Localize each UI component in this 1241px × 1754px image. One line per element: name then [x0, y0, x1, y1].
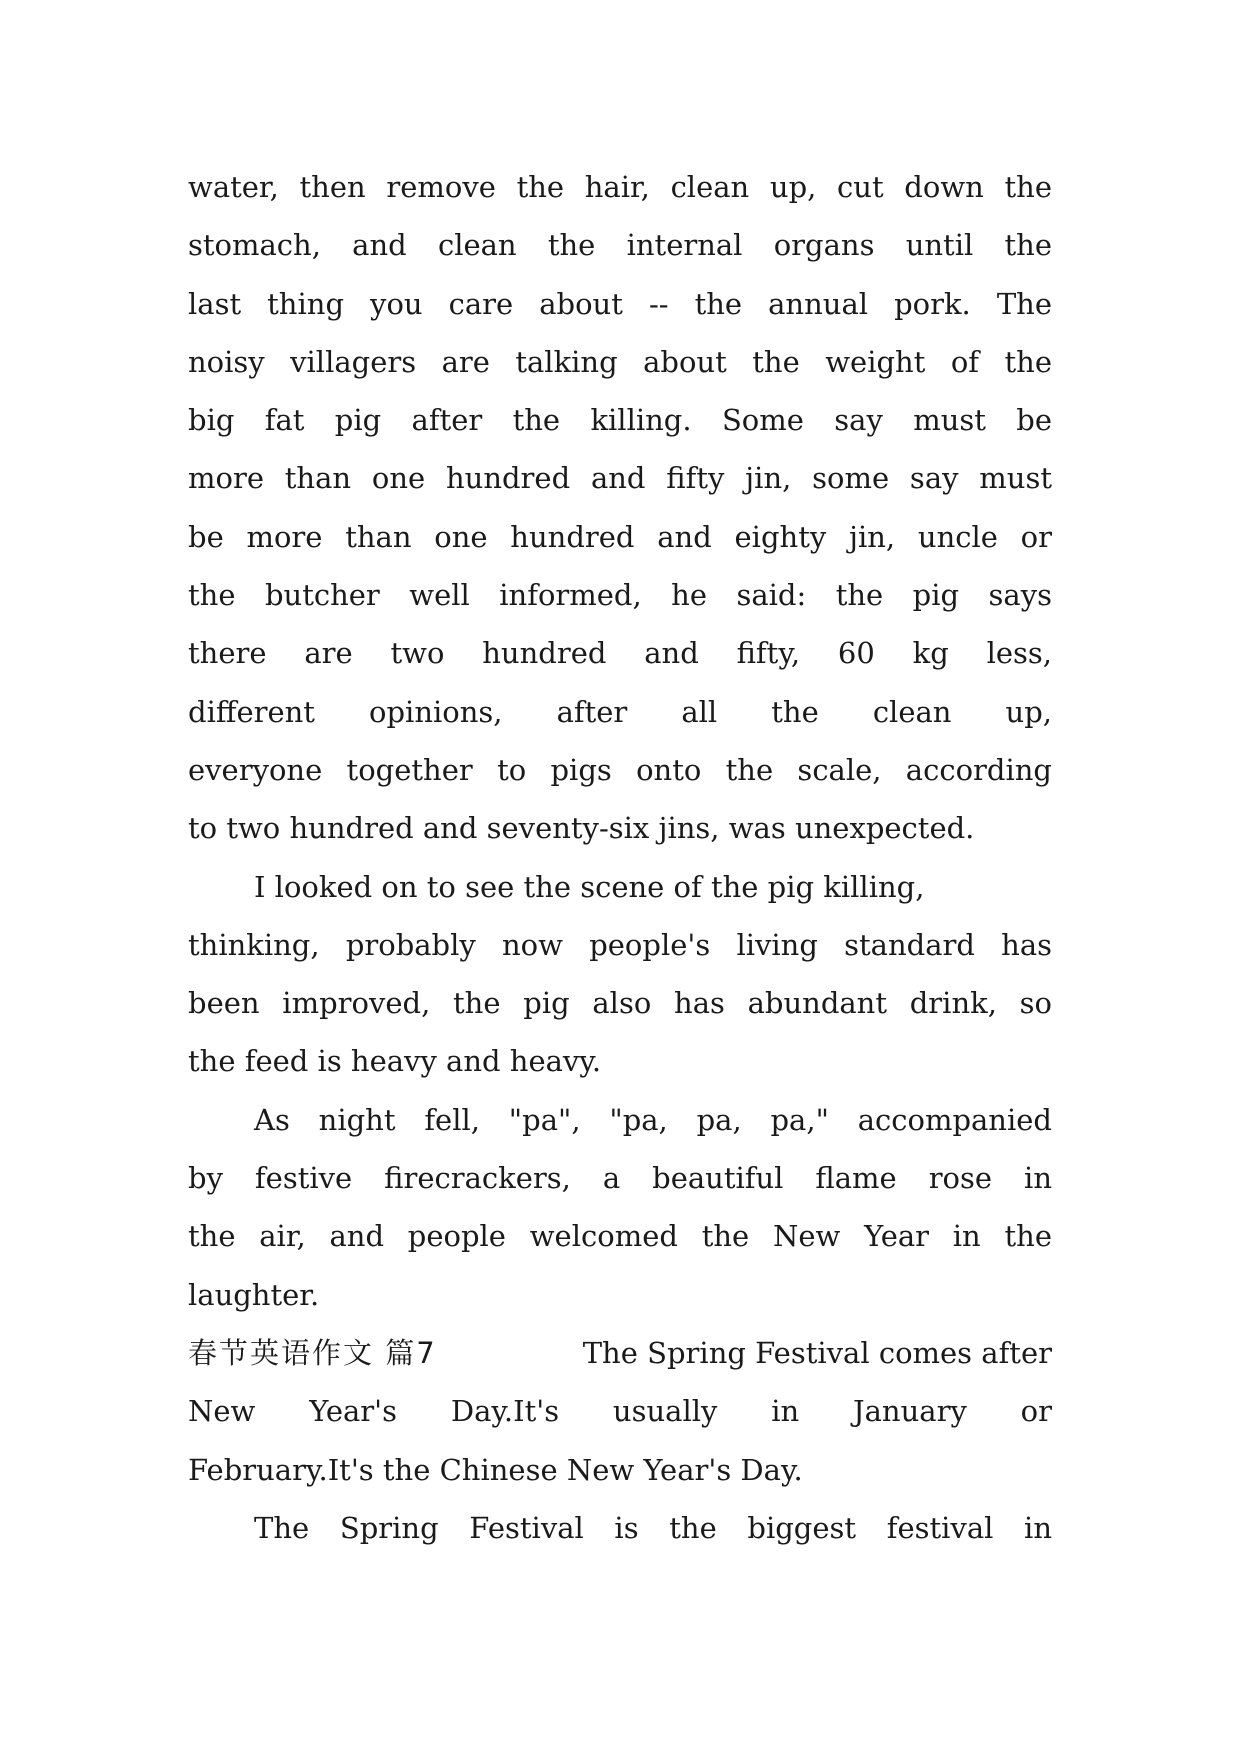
text-line: As night fell, "pa", "pa, pa, pa," accompanied: [254, 1102, 1052, 1137]
text-line: different opinions, after all the clean up,: [188, 694, 1052, 729]
text-line: been improved, the pig also has abundant drink, so: [188, 986, 1052, 1021]
paragraph-pig-killing: [188, 158, 1052, 858]
text-line: more than one hundred and fifty jin, some say must: [188, 461, 1052, 496]
text-line: I looked on to see the scene of the pig killing,: [254, 869, 925, 904]
text-line: stomach, and clean the internal organs until the: [188, 228, 1052, 263]
paragraph-night-fell: [188, 1091, 1052, 1324]
text-line: there are two hundred and fifty, 60 kg less,: [188, 636, 1052, 671]
text-line: the air, and people welcomed the New Year in the: [188, 1219, 1052, 1254]
text-line: big fat pig after the killing. Some say must be: [188, 403, 1052, 438]
text-line: by festive firecrackers, a beautiful flame rose in: [188, 1161, 1052, 1196]
text-line: thinking, probably now people's living standard has: [188, 927, 1052, 962]
text-line: New Year's Day.It's usually in January or: [188, 1394, 1052, 1429]
text-line: be more than one hundred and eighty jin, uncle or: [188, 519, 1052, 554]
document-page: [188, 158, 1052, 1557]
section-heading: 春节英语作文 篇7: [188, 1335, 437, 1370]
text-line: water, then remove the hair, clean up, cut down the: [188, 170, 1052, 204]
text-line: February.It's the Chinese New Year's Day.: [188, 1452, 803, 1487]
paragraph-biggest-festival: [188, 1499, 1052, 1557]
text-line: last thing you care about -- the annual pork. The: [188, 286, 1052, 321]
paragraph-essay-7: [188, 1324, 1052, 1499]
text-line: The Spring Festival is the biggest festival in: [254, 1510, 1052, 1545]
text-line: to two hundred and seventy-six jins, was unexpected.: [188, 811, 975, 846]
text-line: laughter.: [188, 1277, 320, 1312]
text-fragment: The Spring Festival comes after: [582, 1335, 1052, 1370]
paragraph-living-standard: [188, 858, 1052, 1091]
text-line: the feed is heavy and heavy.: [188, 1044, 602, 1079]
text-line: everyone together to pigs onto the scale, according: [188, 752, 1052, 787]
text-line: the butcher well informed, he said: the pig says: [188, 578, 1052, 613]
text-line: noisy villagers are talking about the weight of the: [188, 344, 1052, 379]
text-line: [188, 1324, 1052, 1382]
